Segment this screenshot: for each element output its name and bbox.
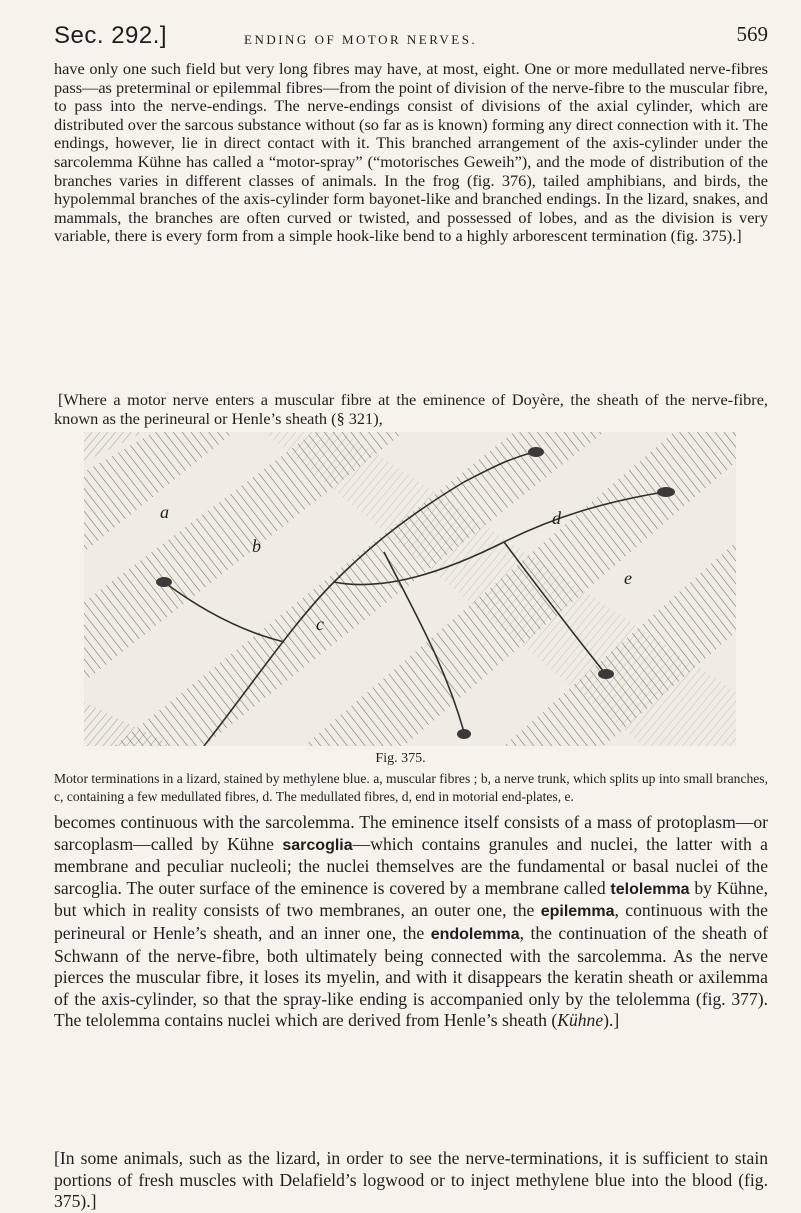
citation-kuhne: Kühne <box>557 1010 604 1031</box>
text-run-4: , continuous with the perineural or Henle’s sheath, and an inner one, the <box>54 900 768 943</box>
text-run-3: by Kühne, but which in reality consists of two membranes, an outer one, the <box>54 877 768 921</box>
term-epilemma: epilemma <box>540 903 615 921</box>
figure-letter-b: b <box>252 536 261 556</box>
paragraph-motor-spray: have only one such field but very long fibres may have, at most, eight. One or more medullated nerve-fibres pass—as preterminal or epilemmal fibres—from the point of division of the nerve-fibre to the muscular fibre, to pass into the nerve-endings. The nerve-endings consist of divisions of the axial cylinder, which are distributed over the sarcous substance without (so far as is known) forming any direct connection with it. The endings, however, lie in direct contact with it. This branched arrangement of the axis-cylinder under the sarcolemma Kühne has called a “motor-spray” (“motorisches Geweih”), and the mode of distribution of the branches varies in different classes of animals. In the frog (fig. 376), tailed amphibians, and birds, the hypolemmal branches of the axis-cylinder form bayonet-like and branched endings. In the lizard, snakes, and mammals, the branches are often curved or twisted, and possessed of lobes, and as the division is very variable, there is every form from a simple hook-like bend to a highly arborescent termination (fig. 375).] <box>54 59 768 246</box>
term-telolemma: telolemma <box>610 880 690 898</box>
text-run-1: becomes continuous with the sarcolemma. The eminence itself consists of a mass of protoplasm—or sarcoplasm—called by Kühne <box>54 812 768 854</box>
paragraph-doyere-eminence: [Where a motor nerve enters a muscular fibre at the eminence of Doyère, the sheath of the nerve-fibre, known as the perineural or Henle’s sheath (§ 321), <box>54 390 768 428</box>
term-endolemma: endolemma <box>430 925 520 943</box>
figure-label: Fig. 375. <box>375 751 426 766</box>
paragraph-staining-method: [In some animals, such as the lizard, in order to see the nerve-terminations, it is sufficient to stain portions of fresh muscles with Delafield’s logwood or to inject methylene blue into the blood (fig. 375).] <box>54 1148 768 1212</box>
figure-375-illustration <box>84 432 736 746</box>
figure-caption: Motor terminations in a lizard, stained by methylene blue. a, muscular fibres ; b, a nerve trunk, which splits up into small branches, c, containing a few medullated fibres, d. The medullated fibres, d, end in motorial end-plates, e. <box>54 771 768 804</box>
figure-letter-e: e <box>624 568 632 588</box>
page-number: 569 <box>736 22 768 46</box>
figure-letter-a: a <box>160 502 169 522</box>
term-sarcoglia: sarcoglia <box>282 836 353 854</box>
text-run-5: , the continuation of the sheath of Schwann of the nerve-fibre, both ultimately being connected with the sarcolemma. As the nerve pierces the muscular fibre, it loses its myelin, and with it disappears the keratin sheath or axilemma of the axis-cylinder, so that the spray-like ending is accompanied only by the telolemma (fig. 377). The telolemma contains nuclei which are derived from Henle’s sheath ( <box>54 922 768 1031</box>
running-title: ENDING OF MOTOR NERVES. <box>244 32 478 47</box>
section-reference: Sec. 292.] <box>54 22 168 49</box>
figure-letter-d: d <box>552 508 561 528</box>
figure-letter-c: c <box>316 614 324 634</box>
text-run-2: —which contains granules and nuclei, the latter with a membrane and peculiar nucleoli; the nuclei themselves are the fundamental or basal nuclei of the sarcoglia. The outer surface of the eminence is covered by a membrane called <box>54 833 768 898</box>
paragraph-sarcoglia <box>54 812 768 1032</box>
text-run-6: ).] <box>603 1010 620 1031</box>
running-header <box>54 18 768 54</box>
